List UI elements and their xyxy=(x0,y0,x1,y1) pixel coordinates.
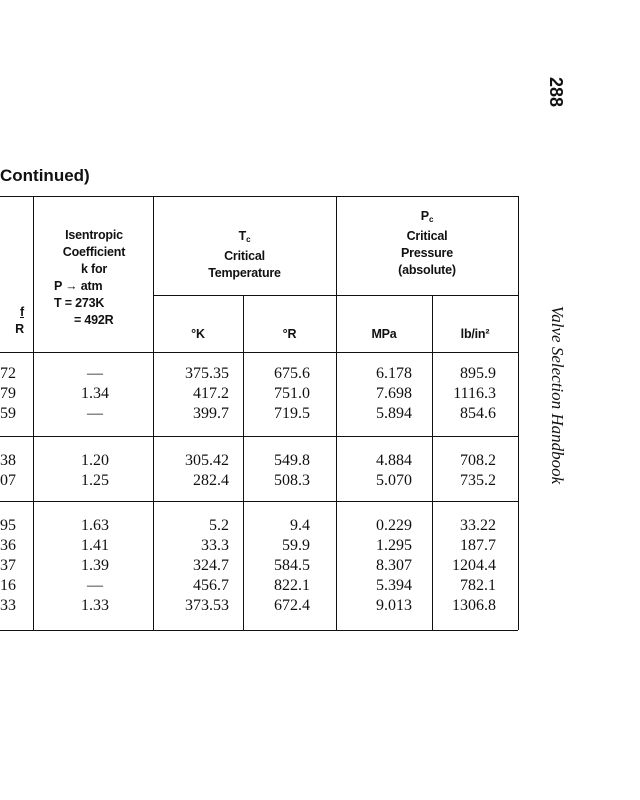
cut-column-cells xyxy=(0,516,14,616)
table-cell: 399.7 xyxy=(193,405,229,422)
table-cell: 417.2 xyxy=(193,385,229,402)
table-cell: 782.1 xyxy=(460,577,496,594)
table-cell: 9.013 xyxy=(376,597,412,614)
critical-pressure-psi-cells xyxy=(432,516,496,616)
table-cell: 584.5 xyxy=(274,557,310,574)
table-cell: 1.33 xyxy=(81,597,109,614)
table-cell: 1.41 xyxy=(81,537,109,554)
table-cell: 373.53 xyxy=(185,597,229,614)
isentropic-k-cells xyxy=(50,451,140,491)
table-cell: 8.307 xyxy=(376,557,412,574)
critical-pressure-psi-cells xyxy=(432,364,496,424)
pc-subscript: c xyxy=(428,215,434,224)
critical-temp-r-cells xyxy=(243,451,310,491)
table-cell: 1.295 xyxy=(376,537,412,554)
table-cell: — xyxy=(87,577,103,594)
critical-temp-r-cells xyxy=(243,516,310,616)
unit-degr: °R xyxy=(282,327,297,341)
table-cell: 33.22 xyxy=(460,517,496,534)
tc-header-line: Critical xyxy=(224,249,265,263)
isentropic-header-line: k for xyxy=(80,262,108,276)
table-cell: — xyxy=(87,405,103,422)
cut-column-cells xyxy=(0,451,14,491)
tc-header-line: Temperature xyxy=(208,266,281,280)
table-cell: 72 xyxy=(0,365,16,382)
table-cell: 675.6 xyxy=(274,365,310,382)
table-cell: 324.7 xyxy=(193,557,229,574)
isentropic-header-line: P → atm xyxy=(54,279,103,293)
isentropic-header-line: T = 273K xyxy=(54,296,105,310)
table-cell: 854.6 xyxy=(460,405,496,422)
page-number: 288 xyxy=(546,76,567,108)
table-cell: 16 xyxy=(0,577,16,594)
critical-temperature-header xyxy=(153,228,336,282)
table-cell: 1.25 xyxy=(81,472,109,489)
critical-pressure-mpa-cells xyxy=(336,364,412,424)
table-cell: 0.229 xyxy=(376,517,412,534)
table-cell: 07 xyxy=(0,472,16,489)
critical-pressure-mpa-cells xyxy=(336,516,412,616)
table-cell: 895.9 xyxy=(460,365,496,382)
table-cell: 1.39 xyxy=(81,557,109,574)
critical-temp-k-cells xyxy=(153,364,229,424)
table-cell: 822.1 xyxy=(274,577,310,594)
isentropic-header-line: = 492R xyxy=(74,313,114,327)
running-head: Valve Selection Handbook xyxy=(548,305,567,485)
critical-temp-r-cells xyxy=(243,364,310,424)
table-cell: 59 xyxy=(0,405,16,422)
table-cell: 59.9 xyxy=(282,537,310,554)
critical-pressure-psi-cells xyxy=(432,451,496,491)
table-cell: 5.2 xyxy=(209,517,229,534)
table-cell: 1.20 xyxy=(81,452,109,469)
table-cell: 37 xyxy=(0,557,16,574)
critical-pressure-header xyxy=(336,208,518,279)
table-cell: 708.2 xyxy=(460,452,496,469)
table-cell: 187.7 xyxy=(460,537,496,554)
table-cell: 33.3 xyxy=(201,537,229,554)
table-cell: 79 xyxy=(0,385,16,402)
table-cell: 4.884 xyxy=(376,452,412,469)
table-cell: 672.4 xyxy=(274,597,310,614)
table-cell: 5.070 xyxy=(376,472,412,489)
table-cell: 7.698 xyxy=(376,385,412,402)
table-cell: 1116.3 xyxy=(453,385,496,402)
tc-symbol: T xyxy=(238,229,247,243)
isentropic-k-cells xyxy=(50,364,140,424)
table-cell: 305.42 xyxy=(185,452,229,469)
table-cell: 751.0 xyxy=(274,385,310,402)
isentropic-k-cells xyxy=(50,516,140,616)
unit-mpa: MPa xyxy=(371,327,397,341)
table-cell: 549.8 xyxy=(274,452,310,469)
table-cell: — xyxy=(87,365,103,382)
pc-header-line: Pressure xyxy=(401,246,453,260)
table-cell: 36 xyxy=(0,537,16,554)
critical-temp-k-cells xyxy=(153,516,229,616)
pc-symbol: P xyxy=(420,209,429,223)
tc-subscript: c xyxy=(246,235,251,244)
isentropic-coefficient-header xyxy=(40,227,148,329)
table-cell: 5.394 xyxy=(376,577,412,594)
table-cell: 508.3 xyxy=(274,472,310,489)
table-cell: 719.5 xyxy=(274,405,310,422)
table-cell: 1.63 xyxy=(81,517,109,534)
table-cell: 5.894 xyxy=(376,405,412,422)
pc-header-line: (absolute) xyxy=(398,263,456,277)
table-cell: 33 xyxy=(0,597,16,614)
unit-psi: lb/in² xyxy=(460,327,490,341)
table-cell: 1204.4 xyxy=(452,557,496,574)
table-cell: 1.34 xyxy=(81,385,109,402)
table-cell: 6.178 xyxy=(376,365,412,382)
table-cell: 9.4 xyxy=(290,517,310,534)
critical-temp-k-cells xyxy=(153,451,229,491)
table-cell: 735.2 xyxy=(460,472,496,489)
unit-degk: °K xyxy=(191,327,205,341)
cut-column-cells xyxy=(0,364,14,424)
pc-header-line: Critical xyxy=(406,229,448,243)
table-cell: 1306.8 xyxy=(452,597,496,614)
table-title: Continued) xyxy=(0,166,90,185)
table-cell: 456.7 xyxy=(193,577,229,594)
isentropic-header-line: Isentropic xyxy=(65,228,123,242)
critical-pressure-mpa-cells xyxy=(336,451,412,491)
isentropic-header-line: Coefficient xyxy=(62,245,126,259)
table-cell: 95 xyxy=(0,517,16,534)
cut-column-header xyxy=(0,304,24,338)
cut-column-header-line: R xyxy=(15,322,24,336)
table-cell: 375.35 xyxy=(185,365,229,382)
table-cell: 38 xyxy=(0,452,16,469)
cut-column-header-line: f xyxy=(20,305,24,319)
table-cell: 282.4 xyxy=(193,472,229,489)
